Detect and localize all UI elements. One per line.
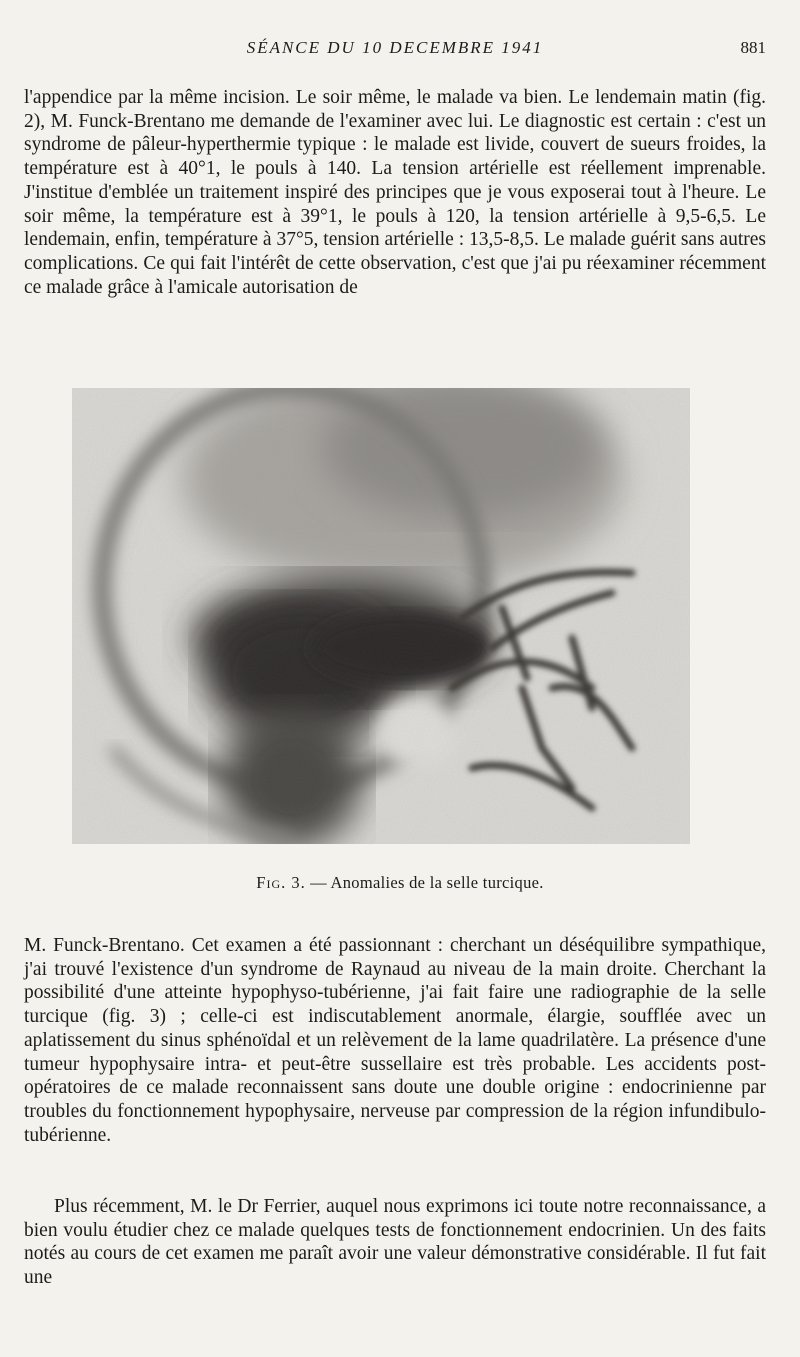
page-header (24, 38, 766, 62)
skull-radiograph-image (72, 388, 690, 844)
caption-dash: — (305, 873, 331, 892)
figure-label: Fig. 3. (256, 873, 306, 892)
body-paragraph-1: l'appendice par la même incision. Le soir même, le malade va bien. Le lendemain matin (fig. 2), M. Funck-Brentano me demande de l'examiner avec lui. Le diagnostic est certain : c'est un syndrome de pâleur-hyperthermie typique : le malade est livide, couvert de sueurs froides, la température est à 40°1, le pouls à 140. La tension artérielle est réellement imprenable. J'institue d'emblée un traitement inspiré des principes que je vous exposerai tout à l'heure. Le soir même, la température est à 39°1, le pouls à 120, la tension artérielle à 9,5-6,5. Le lendemain, enfin, température à 37°5, tension artérielle : 13,5-8,5. Le malade guérit sans autres complications. Ce qui fait l'intérêt de cette observation, c'est que j'ai pu réexaminer récemment ce malade grâce à l'amicale autorisation de (24, 87, 766, 298)
running-title: SÉANCE DU 10 DECEMBRE 1941 (246, 38, 544, 57)
page-number: 881 (740, 38, 766, 57)
caption-text: Anomalies de la selle turcique. (330, 873, 544, 892)
body-paragraph-3: Plus récemment, M. le Dr Ferrier, auquel nous exprimons ici toute notre reconnaissance, a bien voulu étudier chez ce malade quelques tests de fonctionnement endocrinien. Un des faits notés au cours de cet examen me paraît avoir une valeur démonstrative considérable. Il fut fait une (24, 1196, 766, 1289)
body-paragraph-2: M. Funck-Brentano. Cet examen a été passionnant : cherchant un déséquilibre sympathique, j'ai trouvé l'existence d'un syndrome de Raynaud au niveau de la main droite. Cherchant la possibilité d'une atteinte hypophyso-tubérienne, j'ai fait faire une radiographie de la selle turcique (fig. 3) ; celle-ci est indiscutablement anormale, élargie, soufflée avec un aplatissement du sinus sphénoïdal et un relèvement de la lame quadrilatère. La présence d'une tumeur hypophysaire intra- et peut-être sussellaire est très probable. Les accidents post-opératoires de ce malade reconnaissent sans doute une double origine : endocrinienne par troubles du fonctionnement hypophysaire, nerveuse par compression de la région infundibulo-tubérienne. (24, 935, 766, 1146)
radiograph-figure (72, 388, 690, 844)
figure-caption (0, 873, 800, 893)
